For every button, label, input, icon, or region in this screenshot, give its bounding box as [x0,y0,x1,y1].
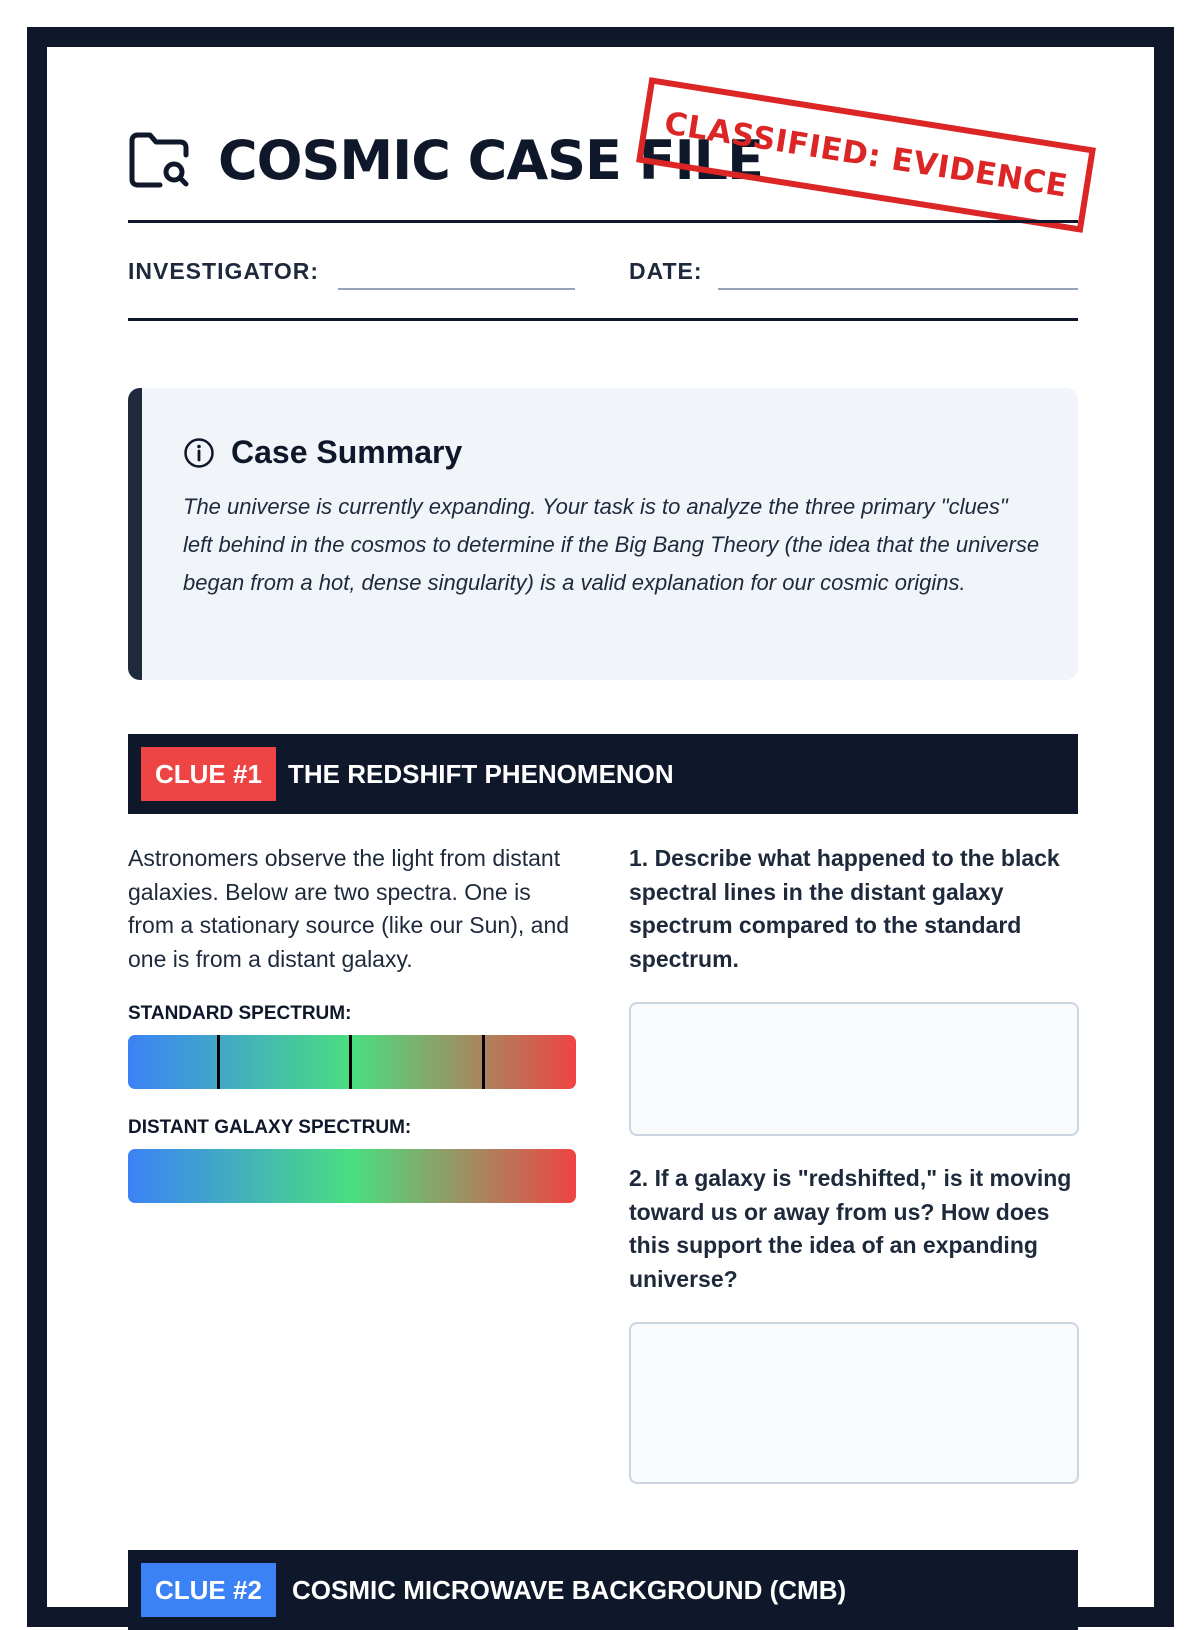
standard-spectrum-label: STANDARD SPECTRUM: [128,1003,352,1024]
clue-2-badge: CLUE #2 [141,1563,276,1617]
date-label: DATE: [629,258,703,284]
clue-1-badge: CLUE #1 [141,747,276,801]
summary-accent-bar [128,388,142,680]
spectral-line [482,1035,485,1089]
investigator-field[interactable] [338,288,575,290]
clue-1-title: THE REDSHIFT PHENOMENON [288,758,674,789]
standard-spectrum [128,1035,576,1089]
date-field[interactable] [718,288,1078,290]
clue-1-header [128,734,1078,814]
summary-title: Case Summary [231,434,463,470]
answer-box-2[interactable] [629,1322,1079,1484]
distant-spectrum-label: DISTANT GALAXY SPECTRUM: [128,1117,412,1138]
clue-2-title: COSMIC MICROWAVE BACKGROUND (CMB) [292,1574,847,1605]
investigator-label: INVESTIGATOR: [128,258,320,284]
case-summary [128,388,1078,680]
spectral-line [349,1035,352,1089]
info-icon [183,437,215,469]
summary-header [183,434,462,471]
clue-2-header [128,1550,1078,1630]
meta-divider [128,318,1078,321]
stamp-text: CLASSIFIED: EVIDENCE [661,105,1071,205]
question-1: 1. Describe what happened to the black spectral lines in the distant galaxy spectrum compared to the standard spectrum. [629,845,1060,972]
summary-text: The universe is currently expanding. Your task is to analyze the three primary "clues" left behind in the cosmos to determine if the Big Bang Theory (the idea that the universe began from a hot, dense singularity) is a valid explanation for our cosmic origins. [183,494,1040,595]
page-title: COSMIC CASE FILE [218,128,763,192]
clue-1-intro: Astronomers observe the light from distant galaxies. Below are two spectra. One is from a stationary source (like our Sun), and one is from a distant galaxy. [128,845,570,972]
answer-box-1[interactable] [629,1002,1079,1136]
spectral-line [217,1035,220,1089]
question-2: 2. If a galaxy is "redshifted," is it moving toward us or away from us? How does this support the idea of an expanding universe? [629,1165,1072,1292]
meta-row [128,250,1078,294]
header-divider [128,220,1078,223]
distant-galaxy-spectrum [128,1149,576,1203]
folder-search-icon [128,131,190,189]
